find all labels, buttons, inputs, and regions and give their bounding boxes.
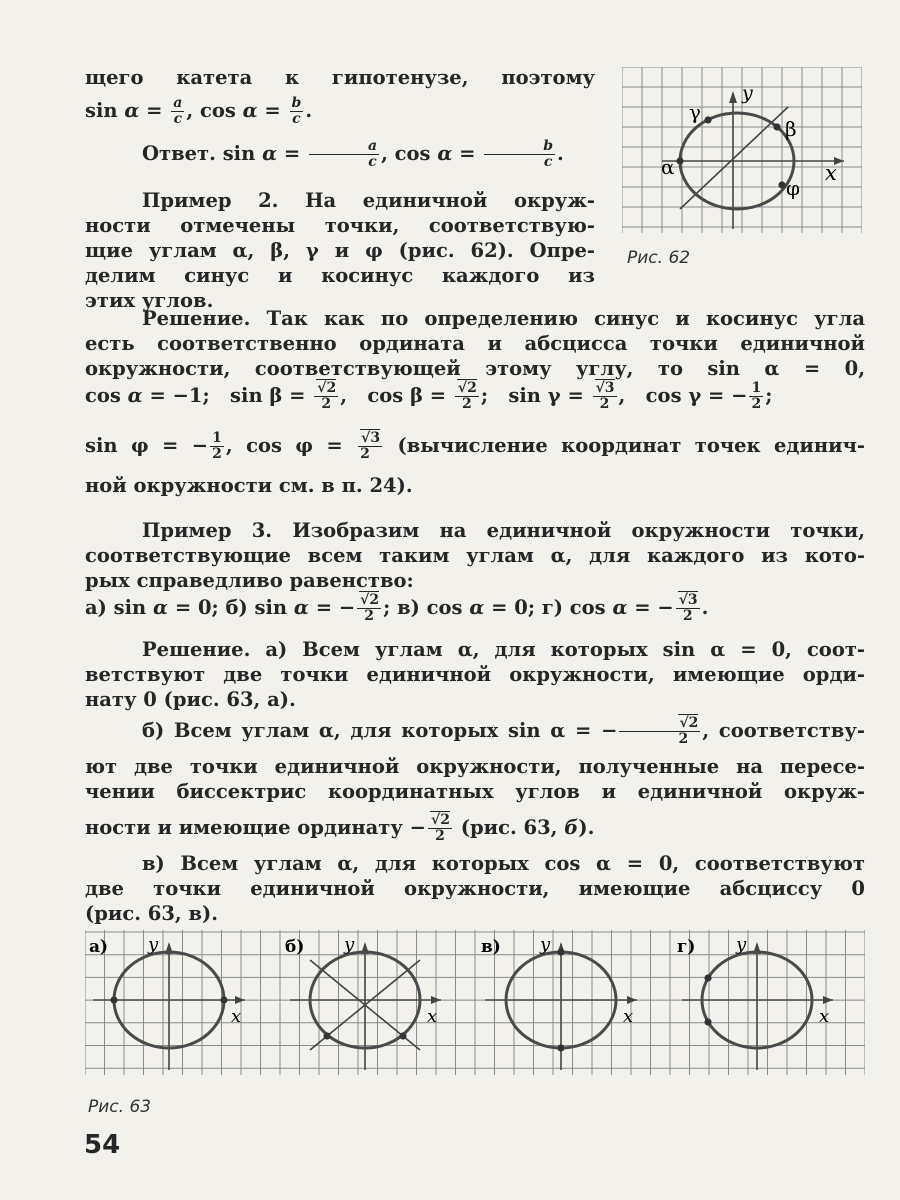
part-v-line3: (рис. 63, в). — [85, 902, 219, 925]
label-phi: φ — [786, 176, 801, 200]
label-beta: β — [785, 117, 797, 141]
example3-line2: соответствующие всем таким углам α, для каждого из кото- — [85, 544, 865, 567]
panel-g-x: x — [819, 1006, 830, 1027]
solution2-line2: ветствуют две точки единичной окружности, имеющие орди- — [85, 663, 865, 686]
paragraph-intro: щего катета к гипотенузе, поэтому — [85, 66, 595, 89]
solution1-line6: ной окружности см. в п. 24). — [85, 474, 413, 497]
part-b-line3: чении биссектрис координатных углов и единичной окруж- — [85, 780, 865, 803]
solution1-line3: окружности, соответствующей этому углу, то sin α = 0, — [85, 357, 865, 380]
solution2-line1: Решение. а) Всем углам α, для которых sin α = 0, соот- — [142, 638, 865, 661]
label-gamma: γ — [689, 100, 701, 124]
example3-line1: Пример 3. Изобразим на единичной окружности точки, — [142, 519, 866, 542]
figure-63 — [85, 930, 865, 1075]
formula-line: sin α = $\frac{a}{c}$ , cos α = $\frac{b}{c}$ . — [85, 95, 313, 127]
panel-v-label: в) — [481, 937, 501, 957]
panel-a-label: а) — [89, 937, 109, 957]
label-alpha: α — [661, 155, 675, 179]
example2-line3: щие углам α, β, γ и φ (рис. 62). Опре- — [85, 239, 595, 262]
panel-g-y: y — [736, 934, 747, 955]
part-v-line1: в) Всем углам α, для которых cos α = 0, соответствуют — [142, 852, 865, 875]
part-b-line2: ют две точки единичной окружности, полученные на пересе- — [85, 755, 865, 778]
figure-62-caption: Рис. 62 — [627, 248, 691, 268]
answer-line: Ответ. sin α = $\frac{a}{c}$ , cos α = $\frac{b}{c}$ . — [142, 138, 564, 170]
example3-cases: а) sin α = 0; б) sin α = − $\frac{√2}{2}$ ; в) cos α = 0; г) cos α = − $\frac{√3}{2}$ . — [85, 592, 709, 624]
panel-b-x: x — [427, 1006, 438, 1027]
page-number: 54 — [84, 1130, 121, 1160]
example2-line2: ности отмечены точки, соответствую- — [85, 214, 595, 237]
solution2-line3: нату 0 (рис. 63, а). — [85, 688, 296, 711]
example2-line4: делим синус и косинус каждого из — [85, 264, 595, 287]
figure-62 — [622, 67, 862, 233]
panel-a-y: y — [148, 934, 159, 955]
solution1-line2: есть соответственно ордината и абсцисса точки единичной — [85, 332, 865, 355]
panel-b-y: y — [344, 934, 355, 955]
solution1-line5: sin φ = − $\frac{1}{2}$ , cos φ = $\frac{√3}{2}$ (вычисление координат точек единич- — [85, 430, 865, 462]
part-b-line1: б) Всем углам α, для которых sin α = − $\frac{√2}{2}$ , соответству- — [142, 715, 865, 747]
figure-63-caption: Рис. 63 — [88, 1097, 152, 1117]
example2-line1: Пример 2. На единичной окруж- — [142, 189, 595, 212]
part-v-line2: две точки единичной окружности, имеющие абсциссу 0 — [85, 877, 865, 900]
solution1-line1: Решение. Так как по определению синус и косинус угла — [142, 307, 865, 330]
solution1-formulas: cos α = −1; sin β = $\frac{√2}{2}$ , cos β = $\frac{√2}{2}$ ; sin γ = $\frac{√3}{2}$ , cos γ = − $\frac{1}{2}$ ; — [85, 380, 773, 412]
panel-a-x: x — [231, 1006, 242, 1027]
panel-v-x: x — [623, 1006, 634, 1027]
example3-line3: рых справедливо равенство: — [85, 569, 414, 592]
panel-b-label: б) — [285, 937, 305, 957]
label-y: y — [742, 82, 753, 104]
panel-g-label: г) — [677, 937, 696, 957]
label-x: x — [825, 161, 837, 185]
part-b-line4: ности и имеющие ординату − $\frac{√2}{2}$ (рис. 63, б). — [85, 812, 595, 844]
example2-line5: этих углов. — [85, 289, 214, 312]
panel-v-y: y — [540, 934, 551, 955]
